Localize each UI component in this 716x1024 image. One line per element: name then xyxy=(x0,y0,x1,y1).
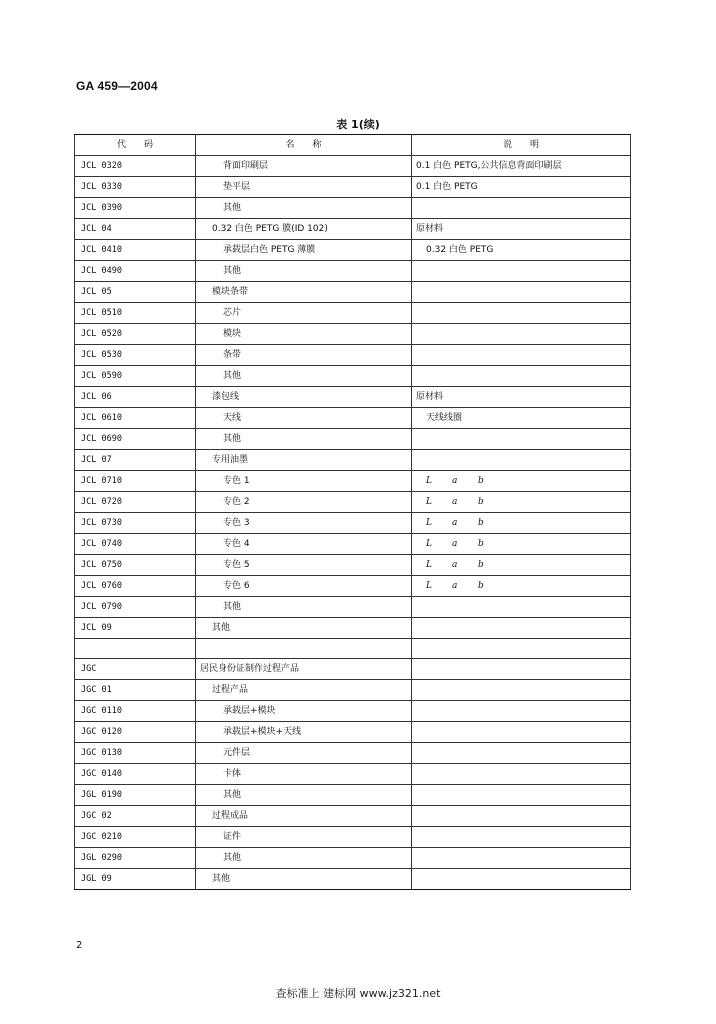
note-cell xyxy=(412,534,631,555)
note-cell xyxy=(412,282,631,303)
name-cell: 天线 xyxy=(196,408,412,429)
lab-component-label: a xyxy=(452,560,458,570)
table-row xyxy=(75,701,631,722)
code-cell: JGC 02 xyxy=(75,806,196,827)
table-row xyxy=(75,345,631,366)
note-cell xyxy=(412,198,631,219)
name-cell: 元件层 xyxy=(196,743,412,764)
code-table xyxy=(74,134,631,890)
note-cell xyxy=(412,513,631,534)
note-cell xyxy=(412,639,631,659)
code-cell: JCL 0610 xyxy=(75,408,196,429)
table-row xyxy=(75,177,631,198)
table-row xyxy=(75,324,631,345)
note-cell xyxy=(412,303,631,324)
note-cell xyxy=(412,848,631,869)
note-cell: 0.1 白色 PETG xyxy=(412,177,631,198)
table-row xyxy=(75,827,631,848)
name-cell: 专色 5 xyxy=(196,555,412,576)
table-row xyxy=(75,450,631,471)
name-cell: 模块条带 xyxy=(196,282,412,303)
name-cell: 0.32 白色 PETG 膜(ID 102) xyxy=(196,219,412,240)
note-cell xyxy=(412,429,631,450)
name-cell: 其他 xyxy=(196,366,412,387)
name-cell: 卡体 xyxy=(196,764,412,785)
lab-component-label: b xyxy=(478,476,484,486)
name-cell: 其他 xyxy=(196,848,412,869)
code-cell: JGC 0140 xyxy=(75,764,196,785)
note-cell: 原材料 xyxy=(412,387,631,408)
table-row xyxy=(75,261,631,282)
note-cell xyxy=(412,492,631,513)
note-cell xyxy=(412,366,631,387)
table-row xyxy=(75,303,631,324)
standard-code: GA 459—2004 xyxy=(76,79,158,93)
name-cell: 证件 xyxy=(196,827,412,848)
code-cell: JCL 04 xyxy=(75,219,196,240)
lab-component-label: b xyxy=(478,581,484,591)
name-cell: 模块 xyxy=(196,324,412,345)
code-cell: JGL 0290 xyxy=(75,848,196,869)
table-row xyxy=(75,198,631,219)
code-cell: JCL 0730 xyxy=(75,513,196,534)
table-row xyxy=(75,597,631,618)
table-row xyxy=(75,156,631,177)
name-cell: 其他 xyxy=(196,429,412,450)
note-cell xyxy=(412,471,631,492)
table-row xyxy=(75,722,631,743)
table-row xyxy=(75,534,631,555)
code-cell: JCL 0760 xyxy=(75,576,196,597)
note-cell xyxy=(412,618,631,639)
table-row xyxy=(75,639,631,659)
code-cell: JCL 0390 xyxy=(75,198,196,219)
name-cell: 专色 2 xyxy=(196,492,412,513)
code-cell: JCL 0690 xyxy=(75,429,196,450)
code-cell xyxy=(75,639,196,659)
lab-component-label: b xyxy=(478,539,484,549)
code-cell: JGC 0210 xyxy=(75,827,196,848)
lab-component-label: b xyxy=(478,518,484,528)
note-cell xyxy=(412,827,631,848)
table-row xyxy=(75,282,631,303)
name-cell xyxy=(196,639,412,659)
code-cell: JCL 0530 xyxy=(75,345,196,366)
name-cell: 专色 3 xyxy=(196,513,412,534)
code-cell: JCL 06 xyxy=(75,387,196,408)
name-cell: 其他 xyxy=(196,785,412,806)
code-cell: JGC xyxy=(75,659,196,680)
name-cell: 专色 4 xyxy=(196,534,412,555)
name-cell: 专色 6 xyxy=(196,576,412,597)
lab-component-label: b xyxy=(478,497,484,507)
name-cell: 过程成品 xyxy=(196,806,412,827)
note-cell xyxy=(412,869,631,890)
code-cell: JCL 0510 xyxy=(75,303,196,324)
note-cell xyxy=(412,576,631,597)
column-header: 说 明 xyxy=(412,135,631,156)
table-row xyxy=(75,429,631,450)
code-cell: JCL 0720 xyxy=(75,492,196,513)
code-cell: JGC 0120 xyxy=(75,722,196,743)
note-cell xyxy=(412,743,631,764)
code-cell: JCL 0410 xyxy=(75,240,196,261)
note-cell xyxy=(412,701,631,722)
table-title: 表 1(续) xyxy=(336,118,380,131)
lab-component-label: a xyxy=(452,476,458,486)
code-cell: JCL 0750 xyxy=(75,555,196,576)
table-row xyxy=(75,680,631,701)
code-cell: JCL 05 xyxy=(75,282,196,303)
code-cell: JCL 0790 xyxy=(75,597,196,618)
code-cell: JCL 09 xyxy=(75,618,196,639)
code-cell: JCL 0520 xyxy=(75,324,196,345)
name-cell: 其他 xyxy=(196,198,412,219)
note-cell: 0.1 白色 PETG,公共信息背面印刷层 xyxy=(412,156,631,177)
lab-component-label: L xyxy=(426,581,432,591)
note-cell: 0.32 白色 PETG xyxy=(412,240,631,261)
note-cell xyxy=(412,659,631,680)
table-row xyxy=(75,869,631,890)
name-cell: 承载层+模块+天线 xyxy=(196,722,412,743)
note-cell xyxy=(412,722,631,743)
page-number: 2 xyxy=(76,940,83,951)
note-cell xyxy=(412,345,631,366)
lab-component-label: L xyxy=(426,539,432,549)
table-row xyxy=(75,785,631,806)
lab-component-label: L xyxy=(426,560,432,570)
lab-component-label: L xyxy=(426,476,432,486)
table-header-row xyxy=(75,135,631,156)
lab-component-label: a xyxy=(452,539,458,549)
table-row xyxy=(75,659,631,680)
name-cell: 其他 xyxy=(196,869,412,890)
code-cell: JCL 0710 xyxy=(75,471,196,492)
name-cell: 过程产品 xyxy=(196,680,412,701)
lab-component-label: a xyxy=(452,581,458,591)
note-cell xyxy=(412,764,631,785)
table-row xyxy=(75,471,631,492)
code-cell: JGC 0130 xyxy=(75,743,196,764)
table-row xyxy=(75,618,631,639)
code-cell: JCL 0740 xyxy=(75,534,196,555)
note-cell xyxy=(412,806,631,827)
lab-component-label: b xyxy=(478,560,484,570)
name-cell: 漆包线 xyxy=(196,387,412,408)
table-row xyxy=(75,492,631,513)
name-cell: 居民身份证制作过程产品 xyxy=(196,659,412,680)
table-row xyxy=(75,848,631,869)
name-cell: 背面印刷层 xyxy=(196,156,412,177)
note-cell xyxy=(412,597,631,618)
name-cell: 专用油墨 xyxy=(196,450,412,471)
note-cell: 天线线圈 xyxy=(412,408,631,429)
table-row xyxy=(75,743,631,764)
site-watermark: 查标准上 建标网 www.jz321.net xyxy=(275,987,441,1000)
name-cell: 其他 xyxy=(196,597,412,618)
note-cell xyxy=(412,450,631,471)
note-cell xyxy=(412,785,631,806)
lab-component-label: L xyxy=(426,497,432,507)
lab-component-label: L xyxy=(426,518,432,528)
note-cell xyxy=(412,680,631,701)
table-row xyxy=(75,240,631,261)
name-cell: 承载层+模块 xyxy=(196,701,412,722)
code-cell: JCL 0330 xyxy=(75,177,196,198)
code-cell: JCL 0590 xyxy=(75,366,196,387)
code-cell: JGC 01 xyxy=(75,680,196,701)
table-row xyxy=(75,513,631,534)
lab-component-label: a xyxy=(452,497,458,507)
name-cell: 专色 1 xyxy=(196,471,412,492)
code-cell: JCL 0490 xyxy=(75,261,196,282)
note-cell xyxy=(412,261,631,282)
name-cell: 其他 xyxy=(196,618,412,639)
note-cell xyxy=(412,324,631,345)
table-row xyxy=(75,806,631,827)
code-cell: JGL 0190 xyxy=(75,785,196,806)
name-cell: 其他 xyxy=(196,261,412,282)
code-cell: JCL 07 xyxy=(75,450,196,471)
name-cell: 条带 xyxy=(196,345,412,366)
table-row xyxy=(75,219,631,240)
table-row xyxy=(75,387,631,408)
column-header: 名 称 xyxy=(196,135,412,156)
name-cell: 承载层白色 PETG 薄膜 xyxy=(196,240,412,261)
code-cell: JGL 09 xyxy=(75,869,196,890)
code-cell: JCL 0320 xyxy=(75,156,196,177)
name-cell: 垫平层 xyxy=(196,177,412,198)
name-cell: 芯片 xyxy=(196,303,412,324)
lab-component-label: a xyxy=(452,518,458,528)
table-row xyxy=(75,408,631,429)
note-cell xyxy=(412,555,631,576)
column-header: 代 码 xyxy=(75,135,196,156)
note-cell: 原材料 xyxy=(412,219,631,240)
code-cell: JGC 0110 xyxy=(75,701,196,722)
table-row xyxy=(75,555,631,576)
table-row xyxy=(75,366,631,387)
table-row xyxy=(75,764,631,785)
table-row xyxy=(75,576,631,597)
